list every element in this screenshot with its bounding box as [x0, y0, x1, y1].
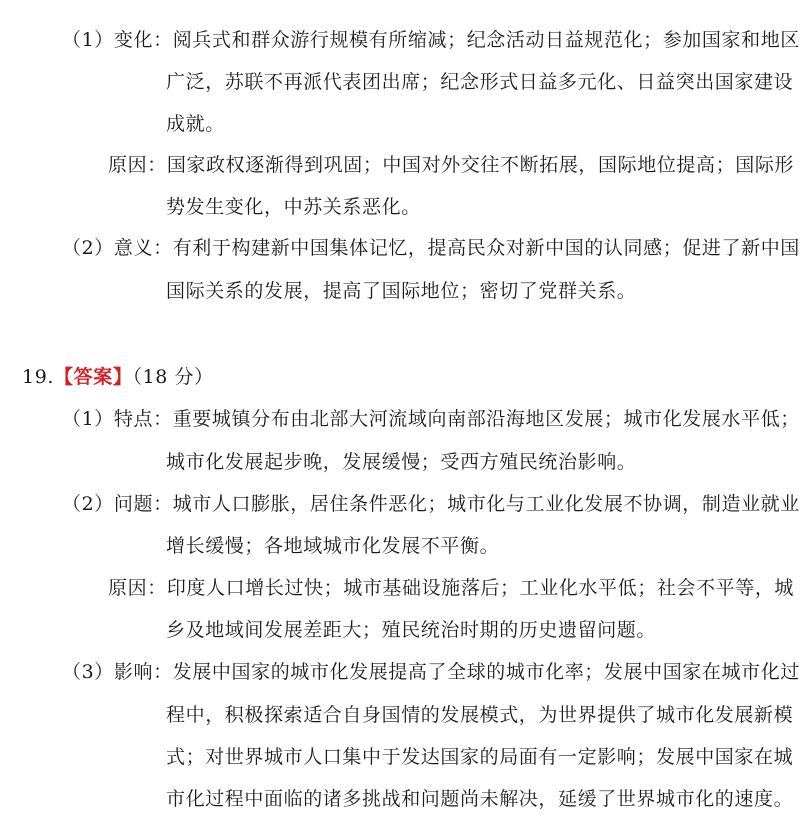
q19-p3-line-3: 式；对世界城市人口集中于发达国家的局面有一定影响；发展中国家在城: [166, 746, 794, 768]
q18-p1-line-1: （1）变化：阅兵式和群众游行规模有所缩减；纪念活动日益规范化；参加国家和地区: [62, 29, 800, 51]
q18-p2-line-2: 国际关系的发展，提高了国际地位；密切了党群关系。: [166, 280, 637, 302]
q19-score: （18 分）: [132, 366, 214, 388]
q18-p1-label: （1）变化：: [62, 29, 173, 51]
q18-reason-line-1: 原因：国家政权逐渐得到巩固；中国对外交往不断拓展，国际地位提高；国际形: [108, 154, 795, 176]
q19-p2-line-2: 增长缓慢；各地域城市化发展不平衡。: [166, 535, 500, 557]
q19-reason-line-1: 原因：印度人口增长过快；城市基础设施落后；工业化水平低；社会不平等，城: [108, 577, 795, 599]
q19-number: 19.: [22, 366, 55, 388]
q19-p3-line-1: （3）影响：发展中国家的城市化发展提高了全球的城市化率；发展中国家在城市化过: [62, 661, 800, 683]
answer-tag: 【答案】: [54, 366, 133, 388]
q18-p1-line-3: 成就。: [166, 113, 225, 135]
q18-reason-label: 原因：: [108, 154, 167, 176]
q19-p2-label: （2）问题：: [62, 493, 173, 515]
q19-p1-line-1: （1）特点：重要城镇分布由北部大河流域向南部沿海地区发展；城市化发展水平低；: [62, 408, 800, 430]
q19-p2-line-1: （2）问题：城市人口膨胀，居住条件恶化；城市化与工业化发展不协调，制造业就业: [62, 493, 800, 515]
q19-header: [22, 365, 214, 389]
q18-p1-line-2: 广泛，苏联不再派代表团出席；纪念形式日益多元化、日益突出国家建设: [166, 71, 794, 93]
q18-p2-line-1: （2）意义：有利于构建新中国集体记忆，提高民众对新中国的认同感；促进了新中国: [62, 237, 800, 259]
q19-p1-line-2: 城市化发展起步晚，发展缓慢；受西方殖民统治影响。: [166, 451, 637, 473]
q19-p3-label: （3）影响：: [62, 661, 173, 683]
q19-reason-line-2: 乡及地域间发展差距大；殖民统治时期的历史遗留问题。: [166, 619, 657, 641]
q18-reason-line-2: 势发生变化，中苏关系恶化。: [166, 196, 421, 218]
q19-p3-line-4: 市化过程中面临的诸多挑战和问题尚未解决，延缓了世界城市化的速度。: [166, 788, 794, 810]
q18-p2-label: （2）意义：: [62, 237, 173, 259]
q19-p1-label: （1）特点：: [62, 408, 173, 430]
q19-reason-label: 原因：: [108, 577, 167, 599]
q19-p3-line-2: 程中，积极探索适合自身国情的发展模式，为世界提供了城市化发展新模: [166, 704, 794, 726]
